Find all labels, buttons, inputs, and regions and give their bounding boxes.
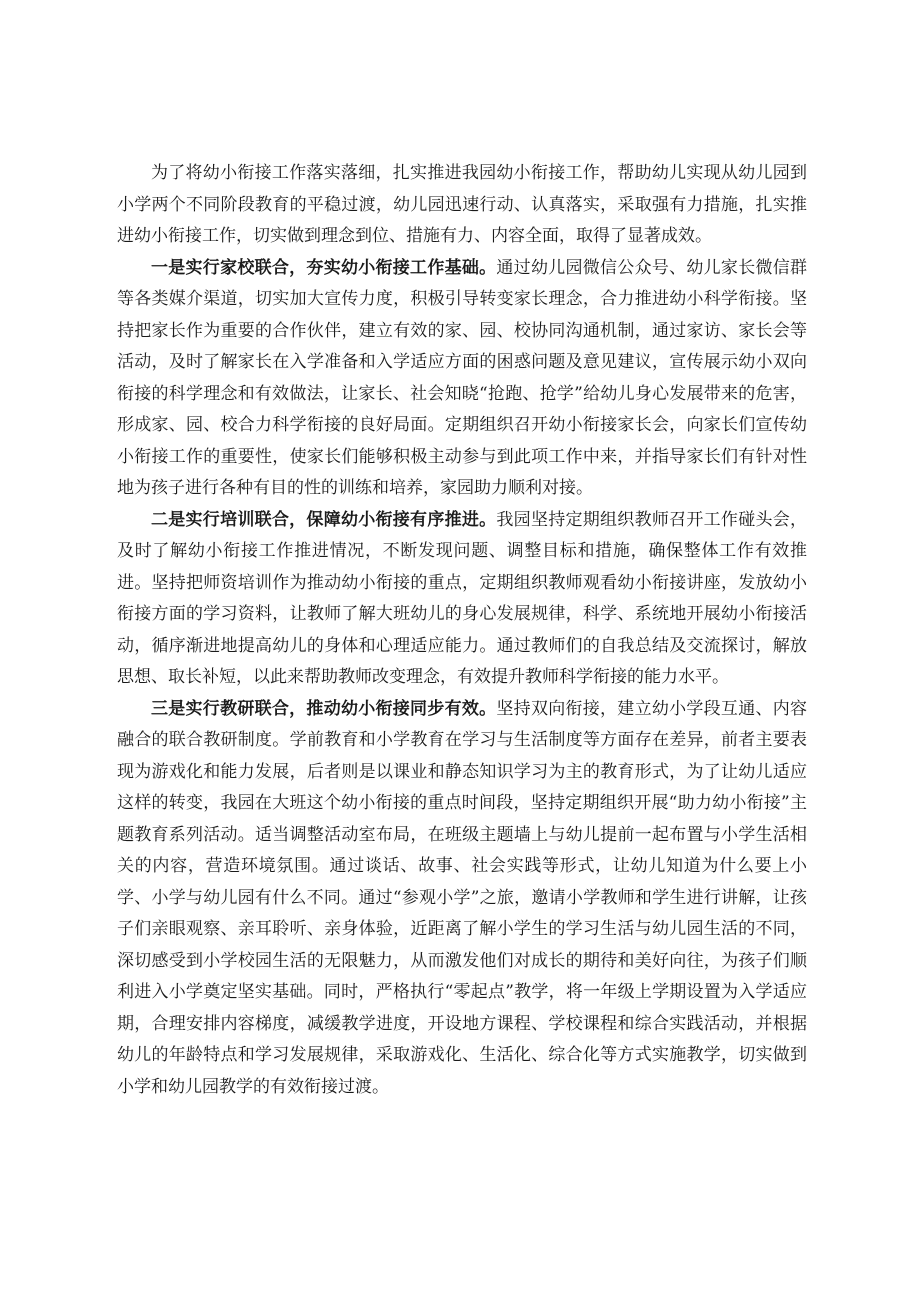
paragraph-lead-heading: 一是实行家校联合，夯实幼小衔接工作基础。 <box>151 257 497 278</box>
intro-paragraph <box>117 158 807 253</box>
document-page <box>117 158 807 1103</box>
paragraph-lead-heading: 三是实行教研联合，推动幼小衔接同步有效。 <box>151 698 497 719</box>
paragraph-body: 我园坚持定期组织教师召开工作碰头会，及时了解幼小衔接工作推进情况，不断发现问题、调整目标和措施，确保整体工作有效推进。坚持把师资培训作为推动幼小衔接的重点，定期组织教师观看幼小衔接讲座，发放幼小衔接方面的学习资料，让教师了解大班幼儿的身心发展规律，科学、系统地开展幼小衔接活动，循序渐进地提高幼儿的身体和心理适应能力。通过教师们的自我总结及交流探讨，解放思想、取长补短，以此来帮助教师改变理念，有效提升教师科学衔接的能力水平。 <box>117 509 808 687</box>
section-paragraph-training <box>117 505 807 694</box>
paragraph-body: 通过幼儿园微信公众号、幼儿家长微信群等各类媒介渠道，切实加大宣传力度，积极引导转变家长理念，合力推进幼小科学衔接。坚持把家长作为重要的合作伙伴，建立有效的家、园、校协同沟通机制，通过家访、家长会等活动，及时了解家长在入学准备和入学适应方面的困惑问题及意见建议，宣传展示幼小双向衔接的科学理念和有效做法，让家长、社会知晓“抢跑、抢学”给幼儿身心发展带来的危害，形成家、园、校合力科学衔接的良好局面。定期组织召开幼小衔接家长会，向家长们宣传幼小衔接工作的重要性，使家长们能够积极主动参与到此项工作中来，并指导家长们有针对性地为孩子进行各种有目的性的训练和培养，家园助力顺利对接。 <box>117 257 808 498</box>
section-paragraph-research <box>117 694 807 1104</box>
paragraph-body: 坚持双向衔接，建立幼小学段互通、内容融合的联合教研制度。学前教育和小学教育在学习与生活制度等方面存在差异，前者主要表现为游戏化和能力发展，后者则是以课业和静态知识学习为主的教育形式，为了让幼儿适应这样的转变，我园在大班这个幼小衔接的重点时间段，坚持定期组织开展“助力幼小衔接”主题教育系列活动。适当调整活动室布局，在班级主题墙上与幼儿提前一起布置与小学生活相关的内容，营造环境氛围。通过谈话、故事、社会实践等形式，让幼儿知道为什么要上小学、小学与幼儿园有什么不同。通过“参观小学”之旅，邀请小学教师和学生进行讲解，让孩子们亲眼观察、亲耳聆听、亲身体验，近距离了解小学生的学习生活与幼儿园生活的不同，深切感受到小学校园生活的无限魅力，从而激发他们对成长的期待和美好向往，为孩子们顺利进入小学奠定坚实基础。同时，严格执行“零起点”教学，将一年级上学期设置为入学适应期，合理安排内容梯度，减缓教学进度，开设地方课程、学校课程和综合实践活动，并根据幼儿的年龄特点和学习发展规律，采取游戏化、生活化、综合化等方式实施教学，切实做到小学和幼儿园教学的有效衔接过渡。 <box>117 698 808 1097</box>
section-paragraph-home-school <box>117 253 807 505</box>
paragraph-body: 为了将幼小衔接工作落实落细，扎实推进我园幼小衔接工作，帮助幼儿实现从幼儿园到小学两个不同阶段教育的平稳过渡，幼儿园迅速行动、认真落实，采取强有力措施，扎实推进幼小衔接工作，切实做到理念到位、措施有力、内容全面，取得了显著成效。 <box>117 163 807 246</box>
paragraph-lead-heading: 二是实行培训联合，保障幼小衔接有序推进。 <box>151 509 497 530</box>
